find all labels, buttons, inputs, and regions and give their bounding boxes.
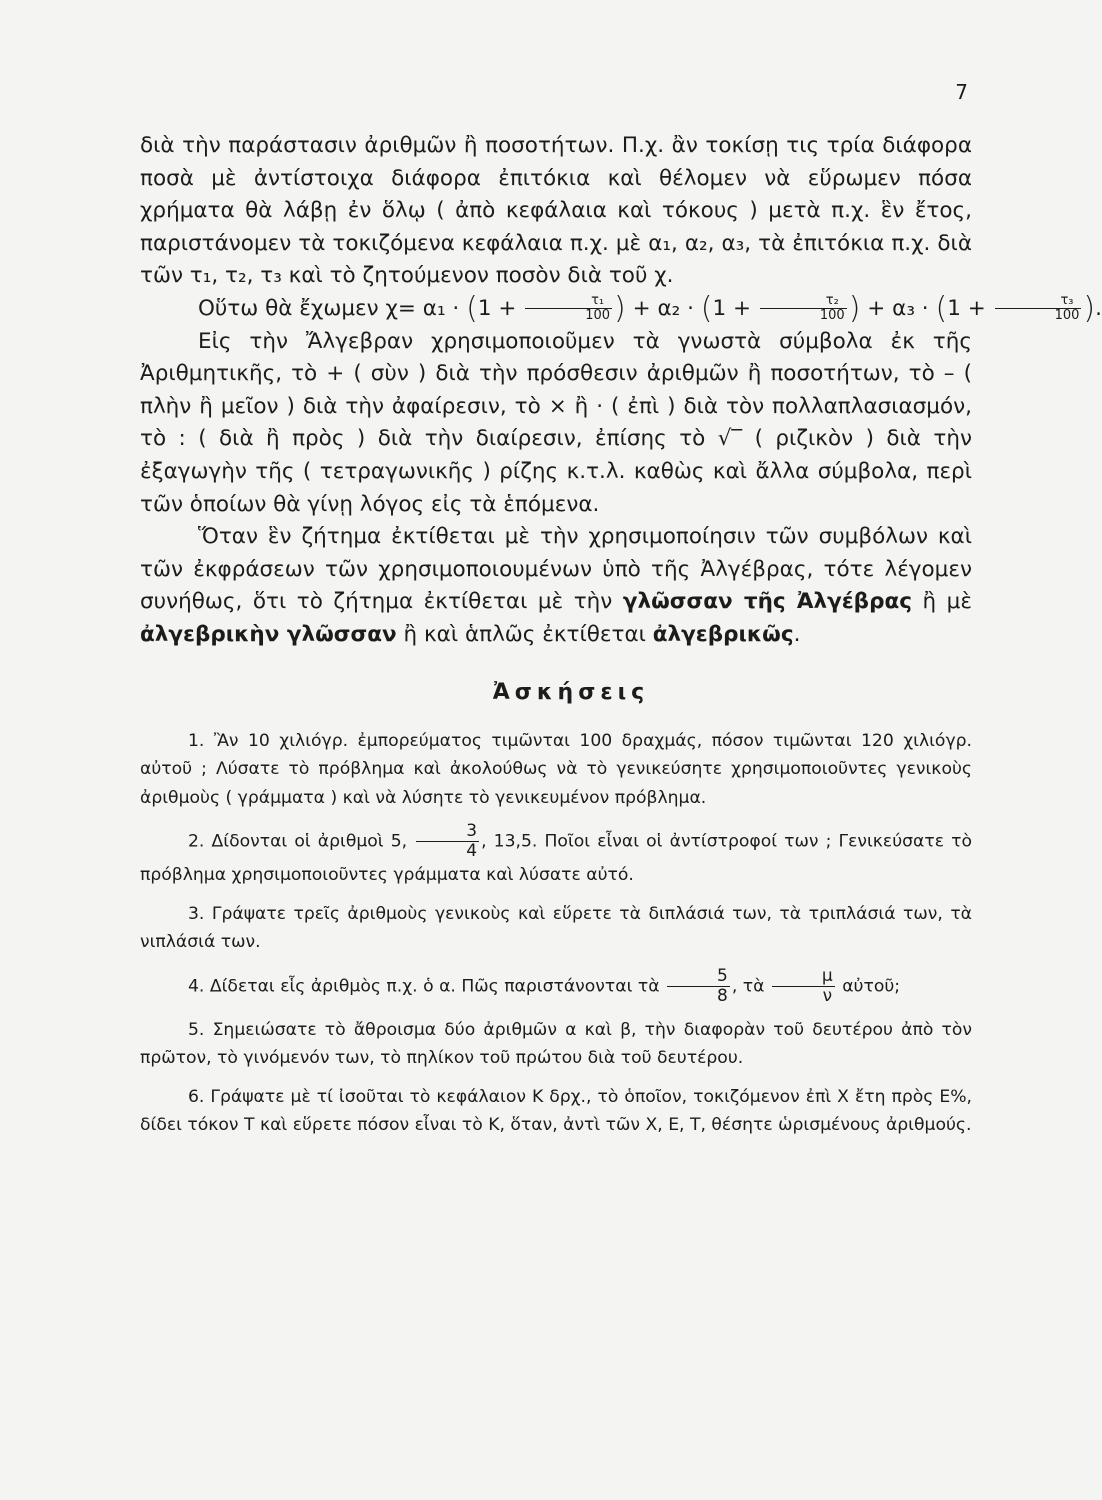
open-paren: ( (935, 290, 948, 326)
fraction-numerator: 3 (416, 822, 479, 842)
formula-intro: Οὕτω θὰ ἔχωμεν χ= (198, 295, 423, 321)
exercise-2-text-1: 2. Δίδονται οἱ ἀριθμοὶ 5, (188, 831, 415, 852)
fraction-three-quarters (416, 822, 479, 861)
fraction-numerator: μ (772, 967, 835, 987)
exercise-2 (140, 822, 972, 890)
exercise-5: 5. Σημειώσατε τὸ ἄθροισμα δύο ἀριθμῶν α καὶ β, τὴν διαφορὰν τοῦ δευτέρου ἀπὸ τὸν πρῶτον, τὸ γινόμενόν των, τὸ πηλίκον τοῦ πρώτου διὰ τοῦ δευτέρου. (140, 1019, 972, 1068)
exercise-4-text-2: , τὰ (731, 976, 770, 996)
fraction-numerator: τ₃ (995, 294, 1082, 309)
exercise-3: 3. Γράψατε τρεῖς ἀριθμοὺς γενικοὺς καὶ εὕρετε τὰ διπλάσιά των, τὰ τριπλάσιά των, τὰ νιπλάσιά των. (140, 903, 972, 952)
fraction-denominator: 8 (717, 985, 728, 1006)
term-algebriki-glossa: ἀλγεβρικὴν γλῶσσαν (140, 621, 397, 647)
coefficient-a1: α₁ (422, 295, 446, 321)
exercise-4-text-1: 4. Δίδεται εἷς ἀριθμὸς π.χ. ὁ α. Πῶς παριστάνονται τὰ (188, 976, 665, 996)
fraction-t1 (525, 294, 612, 323)
term-glossa-algebras: γλῶσσαν τῆς Ἀλγέβρας (622, 589, 912, 615)
dot-operator: · (921, 295, 929, 321)
dot-operator: · (687, 295, 694, 321)
fraction-numerator: 5 (667, 967, 730, 987)
fraction-t2 (760, 294, 847, 323)
paragraph-2: Εἰς τὴν Ἄλγεβραν χρησιμοποιοῦμεν τὰ γνωστὰ σύμβολα ἐκ τῆς Ἀριθμητικῆς, τὸ + ( σὺν ) διὰ τὴν πρόσθεσιν ἀριθμῶν ἢ ποσοτήτων, τὸ – ( πλὴν ἢ μεῖον ) διὰ τὴν ἀφαίρεσιν, τὸ × ἢ · ( ἐπὶ ) διὰ τὸν πολλαπλασιασμόν, τὸ : ( διὰ ἢ πρὸς ) διὰ τὴν διαίρεσιν, ἐπίσης τὸ √‾ ( ριζικὸν ) διὰ τὴν ἐξαγωγὴν τῆς ( τετραγωνικῆς ) ρίζης κ.τ.λ. καθὼς καὶ ἄλλα σύμβολα, περὶ τῶν ὁποίων θὰ γίνῃ λόγος εἰς τὰ ἑπόμενα. (140, 328, 972, 517)
dot-operator: · (452, 295, 460, 321)
formula-line (140, 290, 1102, 326)
open-paren: ( (466, 290, 478, 326)
close-paren: ) (1083, 290, 1096, 326)
paragraph-3-text-3: ἢ καὶ ἁπλῶς ἐκτίθεται (396, 621, 653, 647)
page-number: 7 (955, 80, 968, 104)
formula-end: . (1095, 295, 1102, 321)
coefficient-a3: α₃ (892, 295, 915, 321)
paragraph-1: διὰ τὴν παράστασιν ἀριθμῶν ἢ ποσοτήτων. Π.χ. ἂν τοκίσῃ τις τρία διάφορα ποσὰ μὲ ἀντίστοιχα διάφορα ἐπιτόκια καὶ θέλομεν νὰ εὕρωμεν πόσα χρήματα θὰ λάβῃ ἐν ὅλῳ ( ἀπὸ κεφάλαια καὶ τόκους ) μετὰ π.χ. ἓν ἔτος, παριστάνομεν τὰ τοκιζόμενα κεφάλαια π.χ. μὲ α₁, α₂, α₃, τὰ ἐπιτόκια π.χ. διὰ τῶν τ₁, τ₂, τ₃ καὶ τὸ ζητούμενον ποσὸν διὰ τοῦ χ. (140, 133, 972, 289)
fraction-denominator: 100 (819, 308, 845, 324)
paragraph-3 (140, 521, 972, 651)
close-paren: ) (614, 290, 626, 326)
plus-sign: + (967, 295, 986, 321)
exercise-2-text-2: , 13,5. Ποῖοι εἶναι οἱ ἀντίστροφοί των ; Γενικεύσατε τὸ πρόβλημα χρησιμοποιοῦντες γράμματα καὶ λύσατε αὐτό. (140, 831, 973, 885)
exercise-6: 6. Γράψατε μὲ τί ἰσοῦται τὸ κεφάλαιον Κ δρχ., τὸ ὁποῖον, τοκιζόμενον ἐπὶ Χ ἔτη πρὸς Ε%, δίδει τόκον Τ καὶ εὕρετε πόσον εἶναι τὸ Κ, ὅταν, ἀντὶ τῶν Χ, Ε, Τ, θέσητε ὡρισμένους ἀριθμούς. (140, 1086, 972, 1135)
plus-sign: + (867, 295, 886, 321)
fraction-numerator: τ₁ (525, 294, 612, 309)
fraction-denominator: 100 (585, 308, 611, 324)
fraction-t3 (995, 294, 1082, 323)
plus-sign: + (632, 295, 651, 321)
coefficient-a2: α₂ (657, 295, 681, 321)
plus-sign: + (498, 295, 517, 321)
fraction-five-eighths (667, 967, 730, 1006)
plus-sign: + (733, 295, 752, 321)
paragraph-3-text-4: . (793, 621, 801, 647)
open-paren: ( (700, 290, 713, 326)
paragraph-3-text-1: Ὅταν ἓν ζήτημα ἐκτίθεται μὲ τὴν χρησιμοποίησιν τῶν συμβόλων καὶ τῶν ἐκφράσεων τῶν χρησιμοποιουμένων ὑπὸ τῆς Ἀλγέβρας, τότε λέγομεν συνήθως, ὅτι τὸ ζήτημα ἐκτίθεται μὲ τὴν (140, 524, 972, 615)
section-title: Ἀσκήσεις (492, 679, 650, 705)
one-term: 1 (947, 295, 961, 321)
fraction-denominator: ν (822, 985, 833, 1006)
exercise-4 (140, 967, 972, 1006)
fraction-denominator: 4 (466, 841, 478, 861)
fraction-denominator: 100 (1054, 308, 1080, 324)
fraction-numerator: τ₂ (760, 294, 847, 309)
one-term: 1 (477, 295, 492, 321)
exercise-4-text-3: αὐτοῦ; (836, 976, 901, 996)
main-text (140, 130, 1102, 652)
term-algebrikos: ἀλγεβρικῶς (652, 621, 794, 647)
exercises-list (140, 727, 972, 1140)
one-term: 1 (712, 295, 727, 321)
close-paren: ) (848, 290, 861, 326)
paragraph-3-text-2: ἢ μὲ (911, 589, 972, 615)
exercise-1: 1. Ἂν 10 χιλιόγρ. ἐμπορεύματος τιμῶνται 100 δραχμάς, πόσον τιμῶνται 120 χιλιόγρ. αὐτοῦ ; Λύσατε τὸ πρόβλημα καὶ ἀκολούθως νὰ τὸ γενικεύσητε χρησιμοποιοῦντες γενικοὺς ἀριθμοὺς ( γράμματα ) καὶ νὰ λύσητε τὸ γενικευμένον πρόβλημα. (140, 730, 972, 808)
fraction-mu-over-nu (772, 967, 835, 1006)
